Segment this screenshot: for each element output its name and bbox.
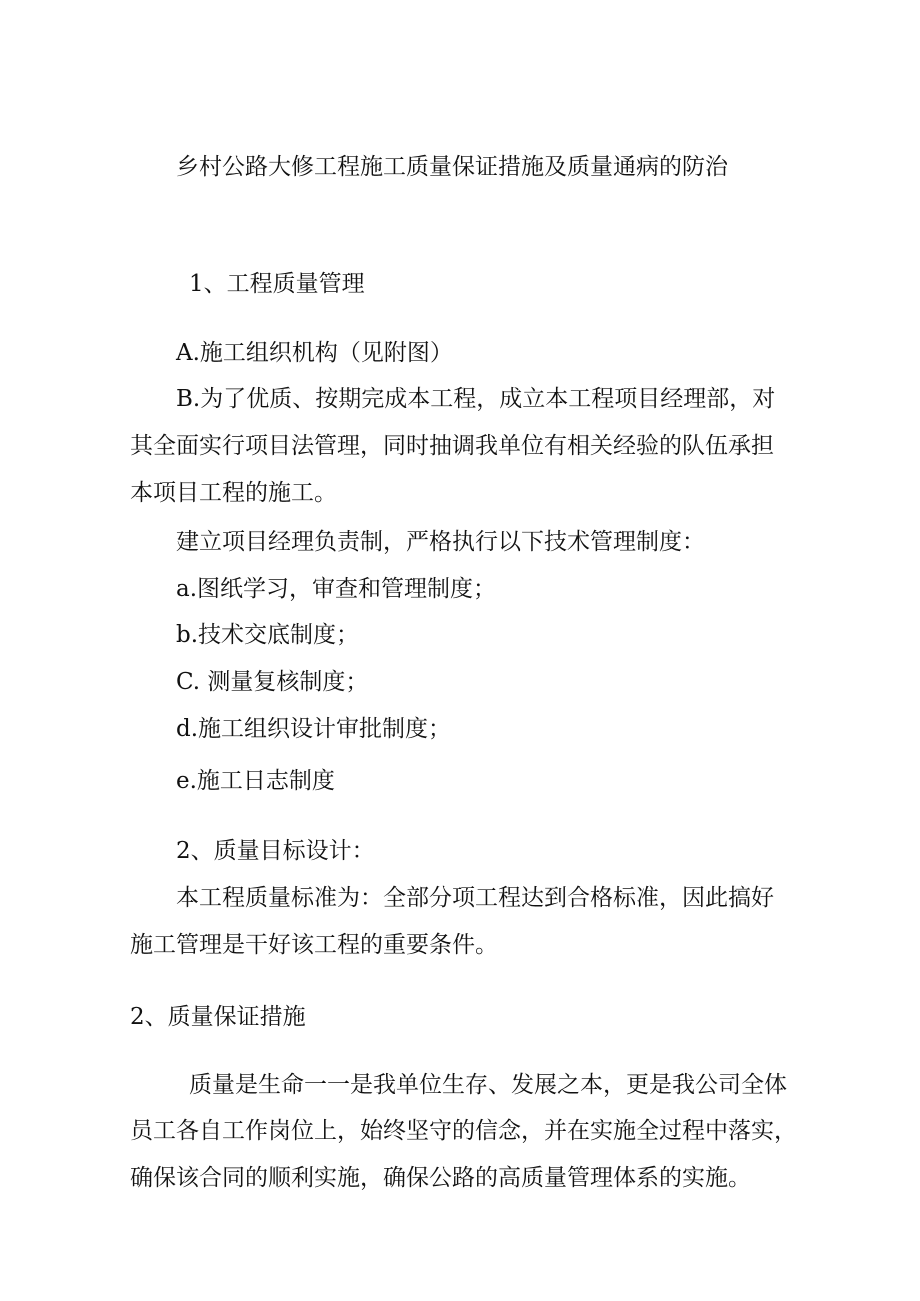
system-list-item: b.技术交底制度；	[176, 622, 360, 648]
assurance-paragraph-line: 员工各自工作岗位上，始终坚守的信念，并在实施全过程中落实，	[130, 1118, 797, 1144]
assurance-paragraph-line: 确保该合同的顺利实施，确保公路的高质量管理体系的实施。	[130, 1165, 751, 1191]
system-list-item: a.图纸学习，审查和管理制度；	[176, 576, 497, 602]
section-heading-quality-target: 2、质量目标设计：	[176, 838, 375, 864]
quality-standard-line: 本工程质量标准为：全部分项工程达到合格标准，因此搞好	[176, 885, 774, 911]
item-b-line: B.为了优质、按期完成本工程，成立本工程项目经理部，对	[176, 386, 776, 412]
management-system-intro: 建立项目经理负责制，严格执行以下技术管理制度：	[176, 529, 705, 555]
item-b-line: 其全面实行项目法管理，同时抽调我单位有相关经验的队伍承担	[130, 433, 774, 459]
section-heading-quality-assurance: 2、质量保证措施	[130, 1004, 306, 1030]
section-heading-quality-management: 1、工程质量管理	[189, 271, 365, 297]
document-title: 乡村公路大修工程施工质量保证措施及质量通病的防治	[176, 154, 728, 180]
system-list-item: C. 测量复核制度；	[176, 669, 369, 695]
system-list-item: d.施工组织设计审批制度；	[176, 716, 452, 742]
quality-standard-line: 施工管理是干好该工程的重要条件。	[130, 932, 498, 958]
system-list-item: e.施工日志制度	[176, 768, 335, 794]
assurance-paragraph-line: 质量是生命一一是我单位生存、发展之本，更是我公司全体	[189, 1072, 787, 1098]
item-a-organization: A.施工组织机构（见附图）	[176, 340, 453, 366]
item-b-line: 本项目工程的施工。	[130, 480, 337, 506]
